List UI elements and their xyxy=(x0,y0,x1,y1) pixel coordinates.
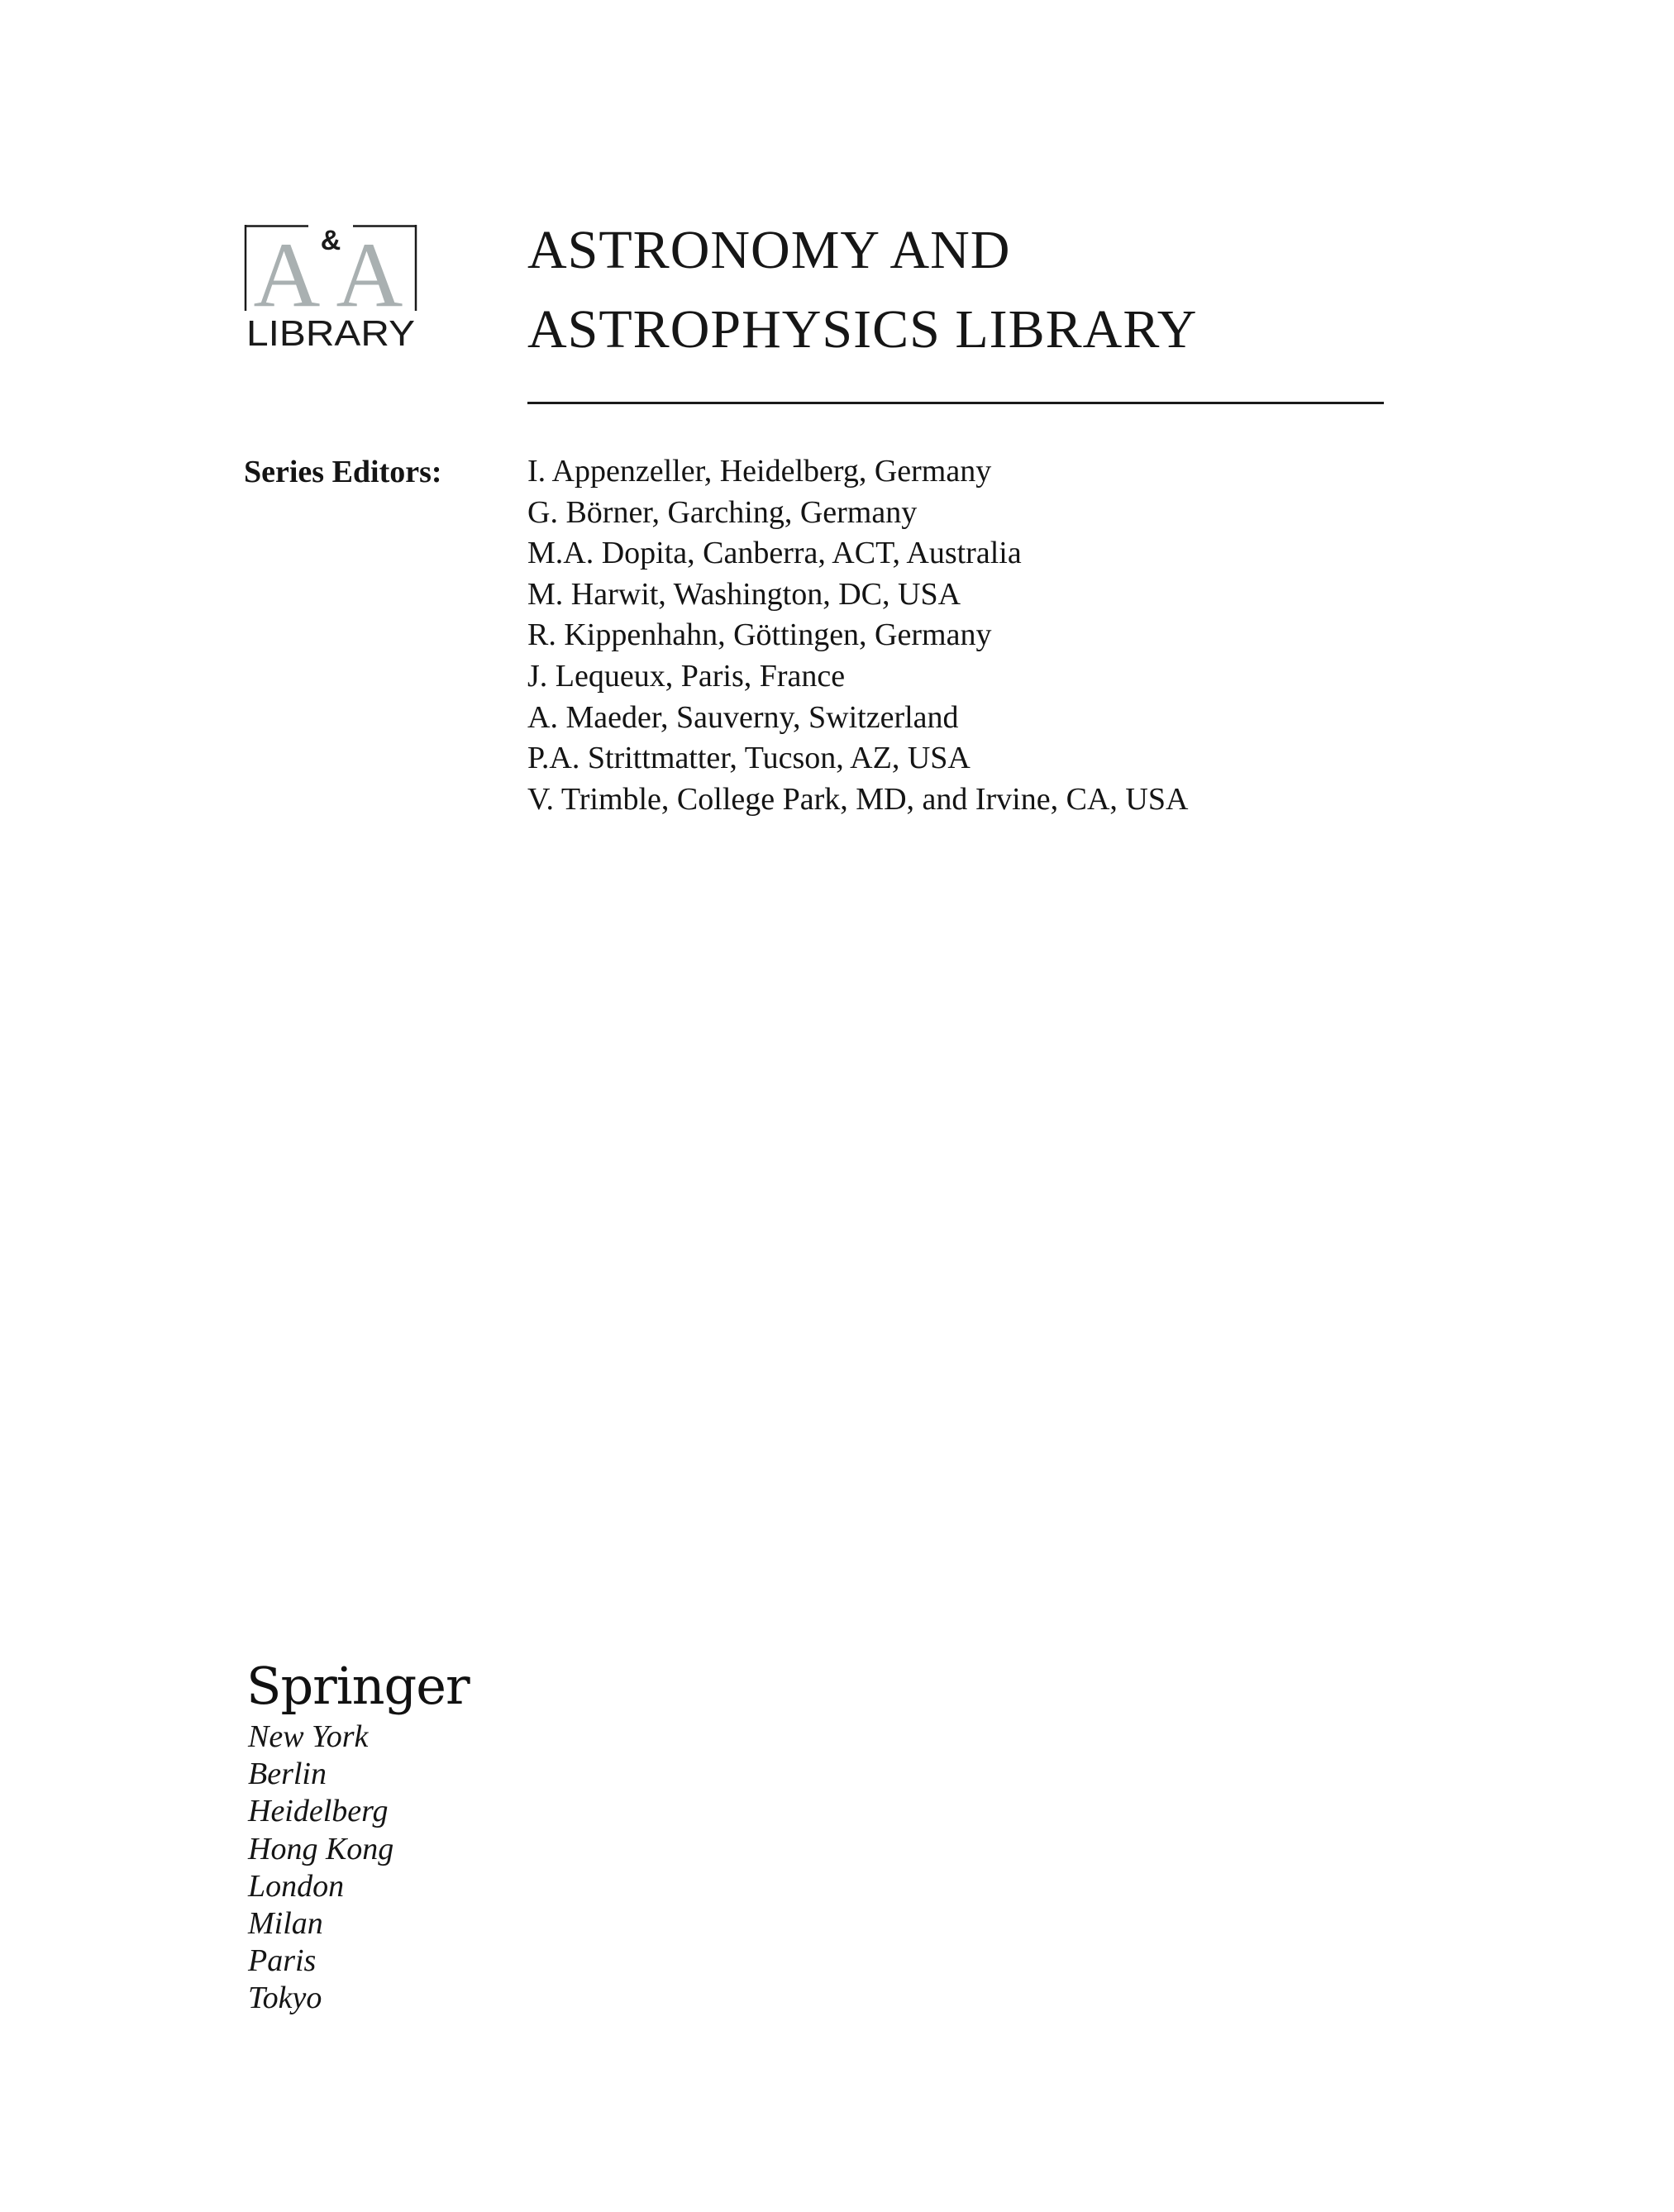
editor-item: I. Appenzeller, Heidelberg, Germany xyxy=(527,454,992,489)
logo-letter-a-right: A xyxy=(336,225,403,327)
series-editors-list xyxy=(527,451,1188,820)
editor-item: A. Maeder, Sauverny, Switzerland xyxy=(527,699,959,735)
series-editors-label: Series Editors: xyxy=(244,455,442,489)
editor-item: G. Börner, Garching, Germany xyxy=(527,494,918,530)
editor-item: J. Lequeux, Paris, France xyxy=(527,658,846,694)
publisher-city: New York xyxy=(248,1719,369,1754)
series-title-line-1: ASTRONOMY AND xyxy=(527,220,1011,280)
series-title-line-2: ASTROPHYSICS LIBRARY xyxy=(527,299,1198,360)
publisher-city: Tokyo xyxy=(248,1981,322,2016)
publisher-city: Milan xyxy=(248,1906,323,1942)
publisher-city: London xyxy=(248,1868,345,1904)
publisher-city: Berlin xyxy=(248,1757,327,1792)
editor-item: M. Harwit, Washington, DC, USA xyxy=(527,576,961,612)
aa-library-logo-graphic xyxy=(244,225,417,349)
publisher-city: Heidelberg xyxy=(248,1794,389,1829)
logo-ampersand: & xyxy=(320,225,341,256)
publisher-city: Hong Kong xyxy=(248,1831,394,1866)
logo-library-text: LIBRARY xyxy=(246,313,415,349)
aa-library-logo xyxy=(244,225,417,349)
series-title xyxy=(527,211,1197,369)
publisher-city: Paris xyxy=(248,1943,317,1979)
editor-item: P.A. Strittmatter, Tucson, AZ, USA xyxy=(527,741,971,776)
logo-letter-a-left: A xyxy=(253,225,321,327)
editor-item: R. Kippenhahn, Göttingen, Germany xyxy=(527,617,992,653)
editor-item: M.A. Dopita, Canberra, ACT, Australia xyxy=(527,536,1022,571)
editor-item: V. Trimble, College Park, MD, and Irvine, CA, USA xyxy=(527,781,1189,817)
publisher-cities-list xyxy=(248,1719,393,2018)
title-divider xyxy=(527,402,1384,404)
publisher-name: Springer xyxy=(246,1656,470,1716)
